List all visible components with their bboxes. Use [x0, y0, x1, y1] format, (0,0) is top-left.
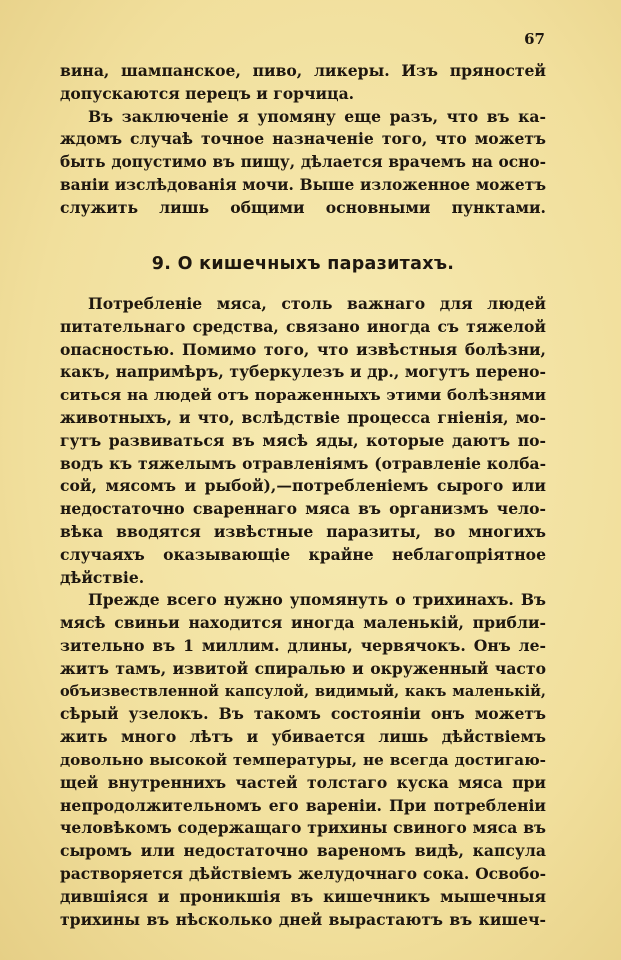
- text-line: растворяется дѣйствіемъ желудочнаго сока. Освобо-: [60, 864, 546, 883]
- section-body: [60, 293, 546, 931]
- text-line: довольно высокой температуры, не всегда достигаю-: [60, 750, 546, 769]
- text-line: человѣкомъ содержащаго трихины свиного мяса въ: [60, 818, 546, 838]
- intro-text: [60, 60, 546, 220]
- text-line: гутъ развиваться въ мясѣ яды, которые даютъ по-: [60, 430, 546, 450]
- text-line: случаяхъ оказывающіе крайне неблагопріятное: [60, 544, 546, 564]
- text-line: ситься на людей отъ пораженныхъ этими болѣзнями: [60, 386, 546, 405]
- text-line: дившіяся и проникшія въ кишечникъ мышечныя: [60, 886, 546, 906]
- text-line: Въ заключеніе я упомяну еще разъ, что въ ка-: [88, 106, 546, 126]
- text-line: объизвествленной капсулой, видимый, какъ маленькій,: [60, 682, 546, 700]
- text-line: жить много лѣтъ и убивается лишь дѣйствіемъ: [60, 727, 546, 747]
- text-line: мясѣ свиньи находится иногда маленькій, прибли-: [60, 613, 546, 633]
- text-line: допускаются перецъ и горчица.: [60, 83, 355, 103]
- text-line: сѣрый узелокъ. Въ такомъ состояніи онъ можетъ: [60, 704, 546, 724]
- text-line: какъ, напримѣръ, туберкулезъ и др., могутъ перено-: [60, 362, 546, 382]
- text-line: недостаточно свареннаго мяса въ организмъ чело-: [60, 499, 546, 519]
- text-line: вина, шампанское, пиво, ликеры. Изъ пряностей: [60, 61, 546, 80]
- text-line: животныхъ, и что, вслѣдствіе процесса гніенія, мо-: [60, 407, 546, 427]
- text-line: непродолжительномъ его вареніи. При потребленіи: [60, 795, 546, 815]
- text-line: трихины въ нѣсколько дней вырастаютъ въ кишеч-: [60, 909, 546, 929]
- text-line: Прежде всего нужно упомянуть о трихинахъ. Въ: [88, 590, 546, 610]
- text-line: зительно въ 1 миллим. длины, червячокъ. Онъ ле-: [60, 635, 546, 655]
- text-line: сыромъ или недостаточно вареномъ видѣ, капсула: [60, 841, 546, 861]
- text-line: житъ тамъ, извитой спиралью и окруженный часто: [60, 658, 546, 678]
- text-line: ваніи изслѣдованія мочи. Выше изложенное можетъ: [60, 175, 546, 194]
- text-line: дѣйствіе.: [60, 567, 145, 587]
- page-number: 67: [524, 30, 545, 48]
- text-line: вѣка вводятся извѣстные паразиты, во многихъ: [60, 521, 546, 541]
- text-line: быть допустимо въ пищу, дѣлается врачемъ на осно-: [60, 153, 546, 172]
- section-title: 9. О кишечныхъ паразитахъ.: [151, 254, 455, 274]
- text-line: щей внутреннихъ частей толстаго куска мяса при: [60, 772, 546, 792]
- text-line: водъ къ тяжелымъ отравленіямъ (отравленіе колба-: [60, 453, 546, 473]
- text-line: Потребленіе мяса, столь важнаго для людей: [88, 294, 546, 313]
- text-line: опасностью. Помимо того, что извѣстныя болѣзни,: [60, 339, 546, 359]
- text-line: сой, мясомъ и рыбой),—потребленіемъ сырого или: [60, 476, 546, 496]
- text-line: служить лишь общими основными пунктами.: [60, 197, 546, 217]
- text-line: питательнаго средства, связано иногда съ тяжелой: [60, 316, 546, 336]
- text-line: ждомъ случаѣ точное назначеніе того, что можетъ: [60, 129, 546, 149]
